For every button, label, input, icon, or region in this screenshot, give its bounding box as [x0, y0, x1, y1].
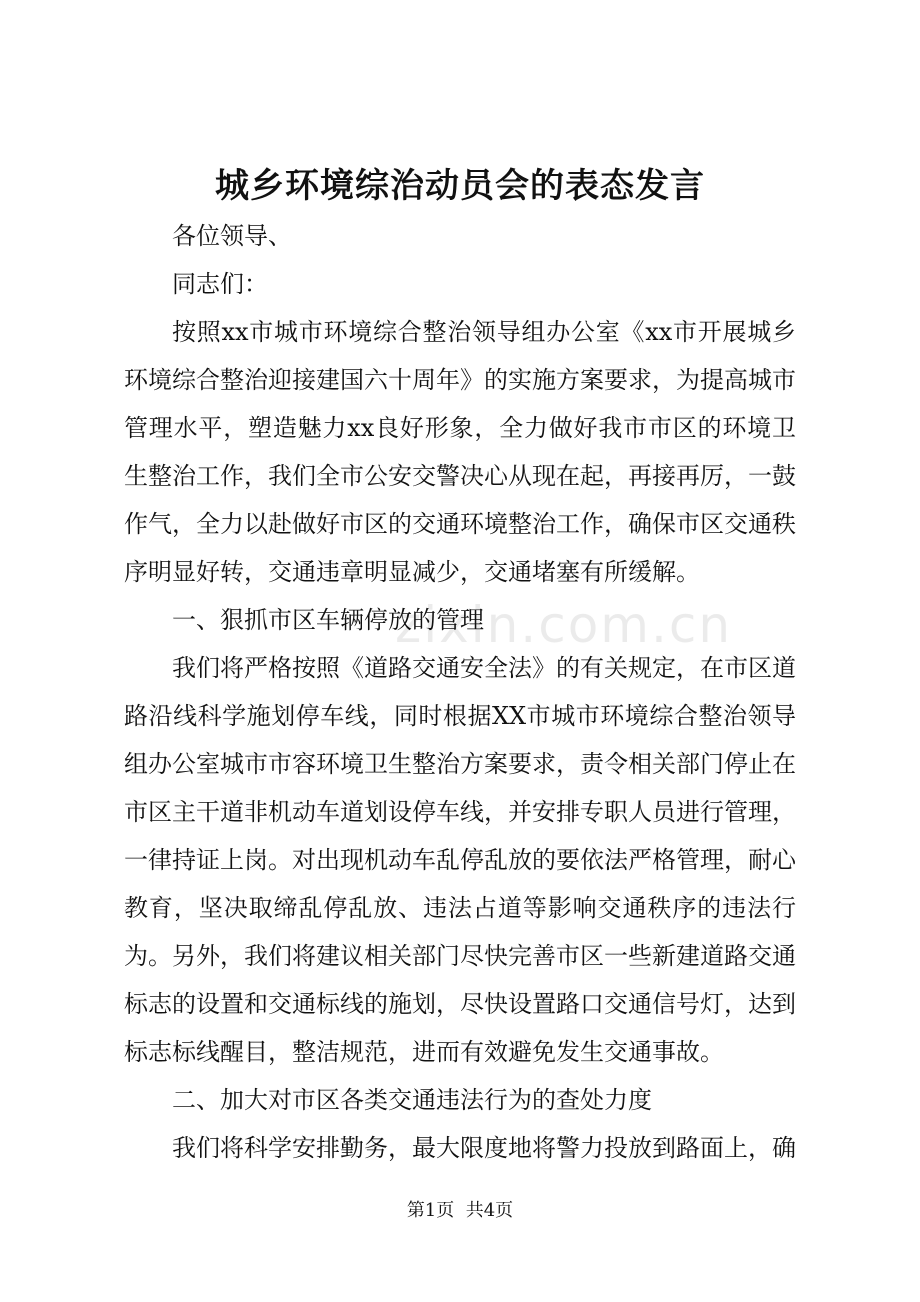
- section-heading-2: 二、加大对市区各类交通违法行为的查处力度: [172, 1086, 652, 1114]
- document-body: [124, 212, 796, 1172]
- page-footer: 第1页 共4页: [406, 1200, 514, 1221]
- watermark: zixin.com.cn: [395, 596, 733, 654]
- salutation-line-2: 同志们：: [172, 270, 268, 298]
- section-paragraph-2: 我们将科学安排勤务，最大限度地将警力投放到路面上，确: [172, 1134, 796, 1162]
- salutation-line-1: 各位领导、: [172, 222, 292, 250]
- section-heading-1: 一、狠抓市区车辆停放的管理: [172, 606, 484, 634]
- document-title: 城乡环境综治动员会的表态发言: [215, 166, 705, 206]
- section-paragraph-1: 我们将严格按照《道路交通安全法》的有关规定，在市区道路沿线科学施划停车线，同时根据XX市城市环境综合整治领导组办公室城市市容环境卫生整治方案要求，责令相关部门停止在市区主干道非机动车道划设停车线，并安排专职人员进行管理，一律持证上岗。对出现机动车乱停乱放的要依法严格管理，耐心教育，坚决取缔乱停乱放、违法占道等影响交通秩序的违法行为。另外，我们将建议相关部门尽快完善市区一些新建道路交通标志的设置和交通标线的施划，尽快设置路口交通信号灯，达到标志标线醒目，整洁规范，进而有效避免发生交通事故。: [124, 654, 796, 1066]
- intro-paragraph: 按照xx市城市环境综合整治领导组办公室《xx市开展城乡环境综合整治迎接建国六十周年》的实施方案要求，为提高城市管理水平，塑造魅力xx良好形象，全力做好我市市区的环境卫生整治工作，我们全市公安交警决心从现在起，再接再厉，一鼓作气，全力以赴做好市区的交通环境整治工作，确保市区交通秩序明显好转，交通违章明显减少，交通堵塞有所缓解。: [124, 318, 796, 586]
